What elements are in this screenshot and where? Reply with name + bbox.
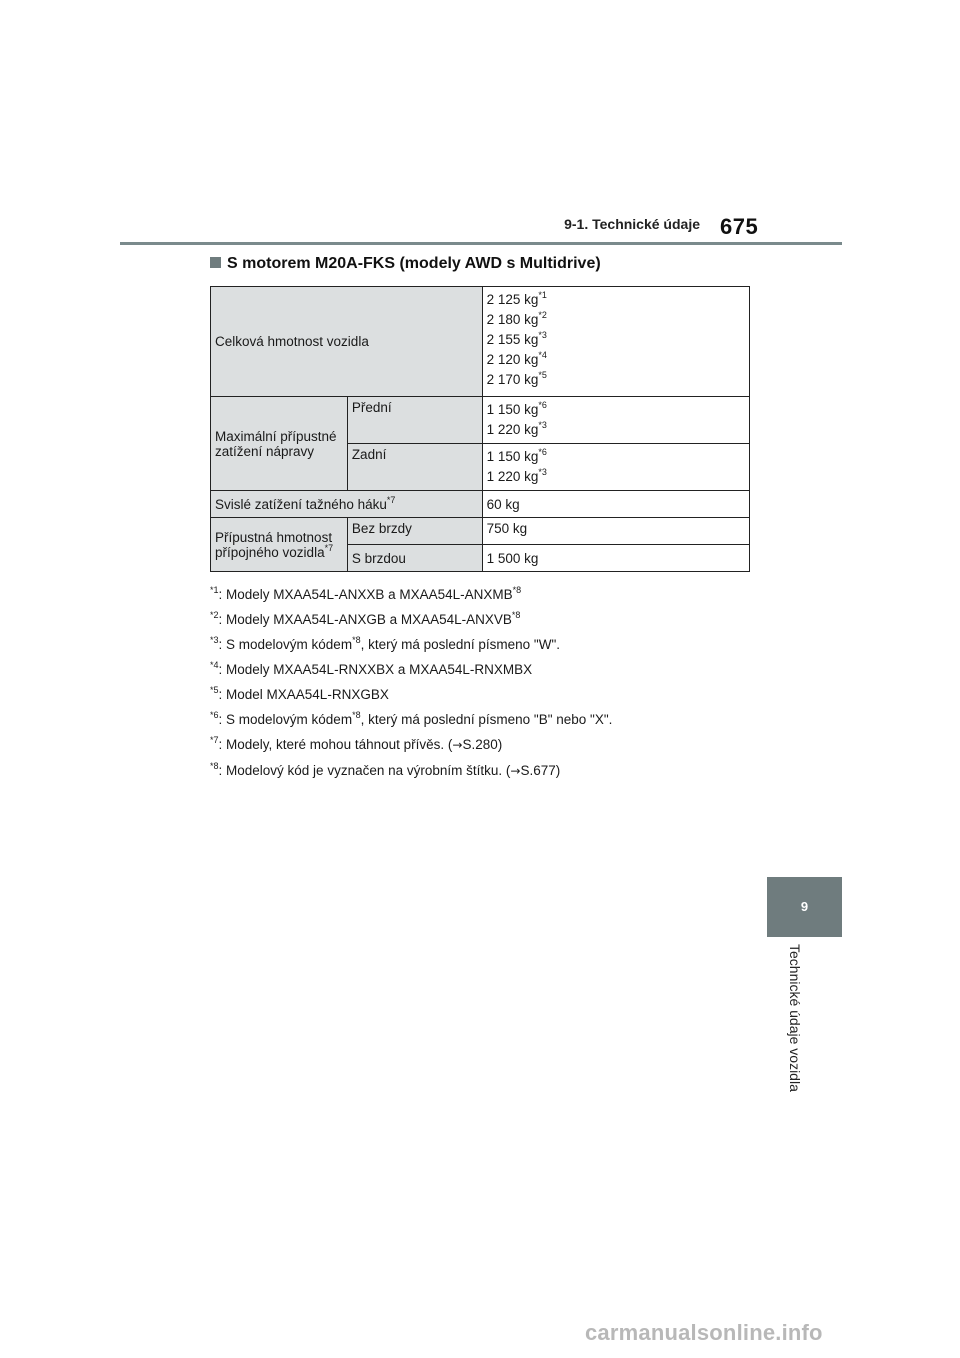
running-head: 9-1. Technické údaje — [564, 216, 700, 232]
arrow-right-icon: → — [452, 738, 463, 752]
gross-weight-values — [482, 287, 749, 397]
footnote: $^{*1}$: Modely MXAA54L-ANXXB a MXAA54L-ANXMB$^{*8}$ — [210, 585, 522, 602]
braked-label: S brzdou — [347, 545, 482, 572]
footnote: $^{*6}$: S modelovým kódem$^{*8}$, který má poslední písmeno "B" nebo "X". — [210, 710, 613, 727]
spec-table — [210, 286, 750, 572]
value-line: 2 125 $kg^{*1}$ — [486, 290, 547, 307]
unbraked-value: 750 kg — [482, 518, 749, 545]
axle-load-label: Maximální přípustné zatížení nápravy — [211, 397, 348, 491]
front-axle-label: Přední — [347, 397, 482, 444]
arrow-right-icon: → — [510, 764, 521, 778]
page-reference-link[interactable]: S.280) — [462, 737, 503, 752]
section-title — [210, 255, 601, 273]
value-line: 2 170 $kg^{*5}$ — [486, 370, 547, 387]
value-line: 2 155 $kg^{*3}$ — [486, 330, 547, 347]
header-rule — [120, 242, 842, 245]
chapter-tab: 9 — [767, 877, 842, 937]
hitch-load-value: 60 kg — [482, 491, 749, 518]
footnote: $^{*2}$: Modely MXAA54L-ANXGB a MXAA54L-ANXVB$^{*8}$ — [210, 610, 521, 627]
value-line: 2 180 $kg^{*2}$ — [486, 310, 547, 327]
table-row — [211, 518, 750, 545]
rear-axle-values — [482, 444, 749, 491]
trailer-weight-label: Přípustná hmotnost přípojného vozidla$^{*7}$ — [211, 518, 348, 572]
footnote: $^{*7}$: Modely, které mohou táhnout přívěs. (→S.280) — [210, 735, 503, 752]
value-line: 2 120 $kg^{*4}$ — [486, 350, 547, 367]
gross-weight-label: Celková hmotnost vozidla — [211, 287, 483, 397]
footnote: $^{*3}$: S modelovým kódem$^{*8}$, který má poslední písmeno "W". — [210, 635, 561, 652]
page-reference-link[interactable]: S.677) — [520, 763, 561, 778]
footnote: $^{*4}$: Modely MXAA54L-RNXXBX a MXAA54L-RNXMBX — [210, 660, 533, 677]
rear-axle-label: Zadní — [347, 444, 482, 491]
table-row — [211, 397, 750, 444]
braked-value: 1 500 kg — [482, 545, 749, 572]
chapter-side-label: Technické údaje vozidla — [787, 944, 803, 1092]
table-row — [211, 287, 750, 397]
table-row — [211, 491, 750, 518]
section-title-text: S motorem M20A-FKS (modely AWD s Multidrive) — [227, 255, 601, 272]
footnote: $^{*8}$: Modelový kód je vyznačen na výrobním štítku. (→S.677) — [210, 761, 561, 778]
value-line: 1 150 $kg^{*6}$ — [486, 400, 547, 417]
square-bullet-icon — [210, 257, 221, 268]
hitch-load-label: Svislé zatížení tažného háku$^{*7}$ — [211, 491, 483, 518]
value-line: 1 220 $kg^{*3}$ — [486, 467, 547, 484]
page-number: 675 — [720, 214, 759, 239]
unbraked-label: Bez brzdy — [347, 518, 482, 545]
value-line: 1 150 $kg^{*6}$ — [486, 447, 547, 464]
watermark: carmanualsonline.info — [585, 1320, 823, 1345]
value-line: 1 220 $kg^{*3}$ — [486, 420, 547, 437]
footnote: $^{*5}$: Model MXAA54L-RNXGBX — [210, 685, 389, 702]
footnotes — [210, 586, 770, 788]
front-axle-values — [482, 397, 749, 444]
